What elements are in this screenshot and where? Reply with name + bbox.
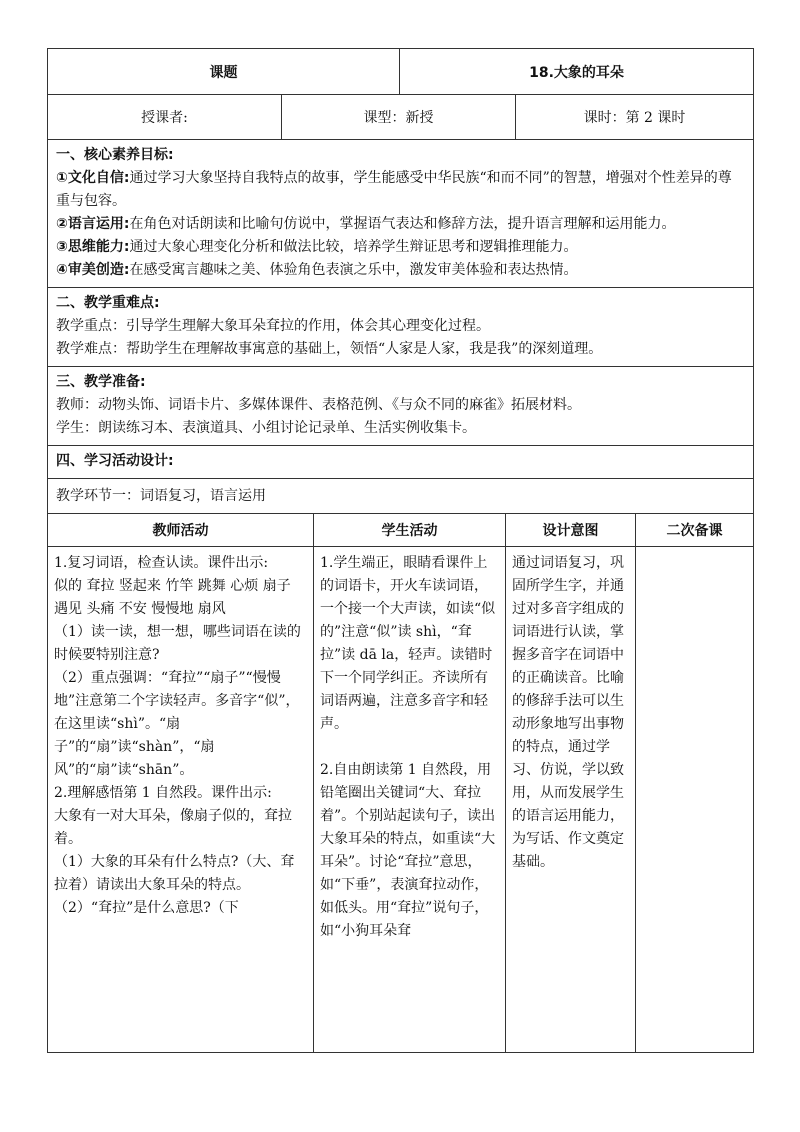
lesson-period-field: 课时：第 2 课时 (516, 95, 754, 140)
activity-header-row (48, 514, 754, 547)
key-difficulty: 教学难点：帮助学生在理解故事寓意的基础上，领悟“人家是人家，我是我”的深刻道理。 (56, 341, 603, 357)
second-prep-cell[interactable] (636, 547, 754, 1053)
student-line: 1.学生端正，眼睛看课件上的词语卡，开火车读词语，一个接一个大声读，如读“似的”注意“似”读 shì，“耷拉”读 dā la，轻声。读错时下一个同学纠正。齐读所有词语两遍，注意多音字和轻声。 (320, 555, 496, 732)
teacher-line: 大象有一对大耳朵，像扇子似的，耷拉着。 (54, 808, 292, 847)
design-intent-cell (506, 547, 636, 1053)
teacher-line: 2.理解感悟第 1 自然段。课件出示: (54, 785, 272, 801)
teacher-line: （2）重点强调：“耷拉”“扇子”“慢慢地”注意第二个字读轻声。多音字“似”，在这里读“shì”。“扇子”的“扇”读“shàn”，“扇风”的“扇”读“shān”。 (54, 670, 300, 778)
teacher-field: 授课者: (48, 95, 282, 140)
goals-title: 一、核心素养目标: (56, 147, 174, 163)
preparation-teacher: 教师：动物头饰、词语卡片、多媒体课件、表格范例、《与众不同的麻雀》拓展材料。 (56, 397, 581, 413)
teacher-line: （1）读一读，想一想，哪些词语在读的时候要特别注意? (54, 624, 301, 663)
activity-body-row (48, 547, 754, 1053)
preparation-section (48, 367, 754, 446)
teacher-line: 似的 耷拉 竖起来 竹竿 跳舞 心烦 扇子 遇见 头痛 不安 慢慢地 扇风 (54, 578, 291, 617)
segment-row (48, 479, 754, 514)
meta-row (48, 95, 754, 140)
preparation-title: 三、教学准备: (56, 374, 146, 390)
topic-row (48, 49, 754, 95)
col-design-intent: 设计意图 (506, 514, 636, 547)
col-teacher-activity: 教师活动 (48, 514, 314, 547)
topic-label: 课题 (48, 49, 400, 95)
student-activity-cell (314, 547, 506, 1053)
activity-title-row (48, 446, 754, 479)
preparation-student: 学生：朗读练习本、表演道具、小组讨论记录单、生活实例收集卡。 (56, 420, 476, 436)
design-intent-text: 通过词语复习，巩固所学生字，并通过对多音字组成的词语进行认读，掌握多音字在词语中的正确读音。比喻的修辞手法可以生动形象地写出事物的特点，通过学习、仿说，学以致用，从而发展学生的语言运用能力，为写话、作文奠定基础。 (512, 555, 624, 870)
lesson-plan-document (47, 48, 753, 1053)
goal-item: ③思维能力:通过大象心理变化分析和做法比较，培养学生辩证思考和逻辑推理能力。 (56, 239, 578, 255)
activity-table (47, 513, 754, 1053)
col-second-prep: 二次备课 (636, 514, 754, 547)
activity-title: 四、学习活动设计: (56, 453, 174, 469)
topic-value: 18.大象的耳朵 (400, 49, 754, 95)
col-student-activity: 学生活动 (314, 514, 506, 547)
lesson-plan-table (47, 48, 754, 514)
goals-section (48, 140, 754, 288)
lesson-type-field: 课型：新授 (282, 95, 516, 140)
teacher-activity-cell (48, 547, 314, 1053)
key-points-title: 二、教学重难点: (56, 295, 160, 311)
goal-item: ④审美创造:在感受寓言趣味之美、体验角色表演之乐中，激发审美体验和表达热情。 (56, 262, 578, 278)
key-focus: 教学重点：引导学生理解大象耳朵耷拉的作用，体会其心理变化过程。 (56, 318, 490, 334)
second-prep-text (642, 552, 747, 1047)
segment-label: 教学环节一：词语复习，语言运用 (48, 479, 754, 514)
teacher-line: （2）“耷拉”是什么意思?（下 (54, 900, 239, 916)
goal-item: ②语言运用:在角色对话朗读和比喻句仿说中，掌握语气表达和修辞方法，提升语言理解和运用能力。 (56, 216, 676, 232)
teacher-line: （1）大象的耳朵有什么特点?（大、耷拉着）请读出大象耳朵的特点。 (54, 854, 295, 893)
student-line: 2.自由朗读第 1 自然段，用铅笔圈出关键词“大、耷拉着”。个别站起读句子，读出大象耳朵的特点，如重读“大耳朵”。讨论“耷拉”意思，如“下垂”，表演耷拉动作，如低头。用“耷拉”说句子，如“小狗耳朵耷 (320, 762, 496, 939)
teacher-line: 1.复习词语，检查认读。课件出示: (54, 555, 269, 571)
goal-item: ①文化自信:通过学习大象坚持自我特点的故事，学生能感受中华民族“和而不同”的智慧，增强对个性差异的尊重与包容。 (56, 170, 732, 209)
key-points-section (48, 288, 754, 367)
